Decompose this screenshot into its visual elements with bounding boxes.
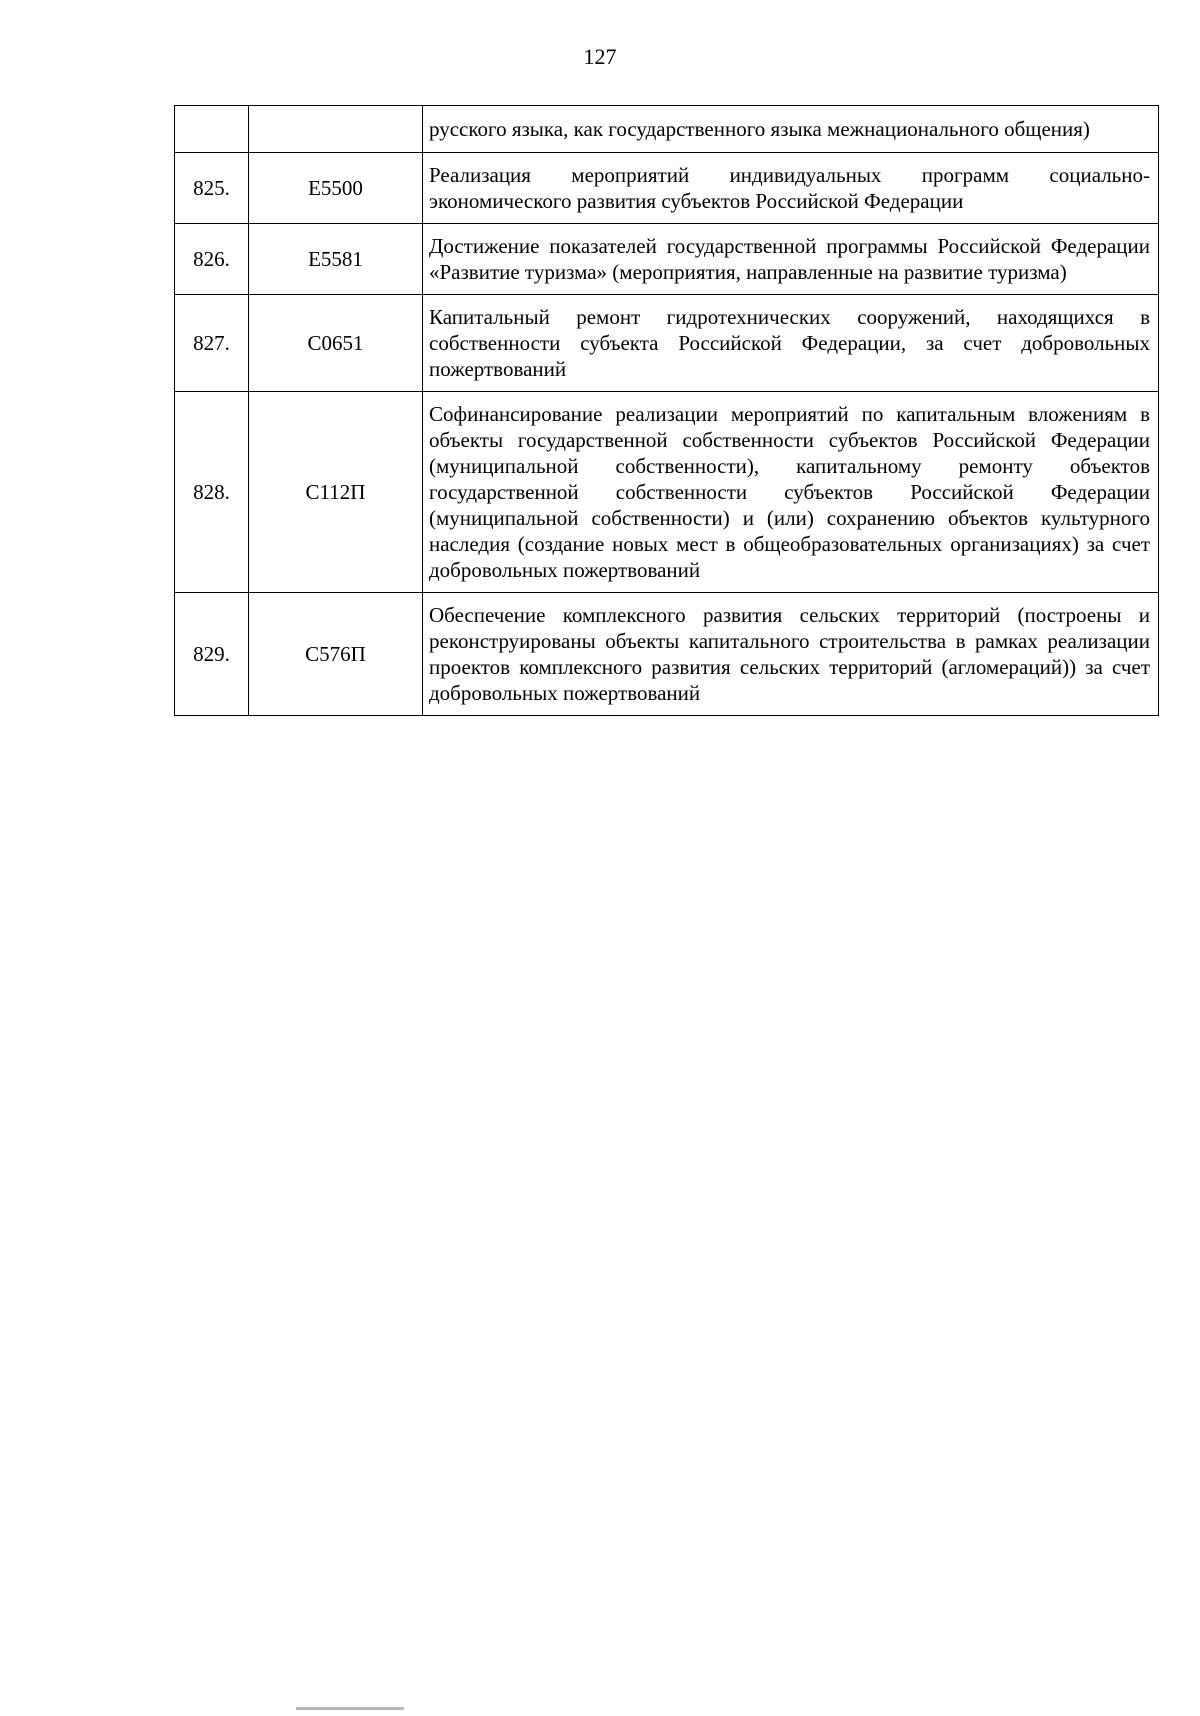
scan-artifact-line	[296, 1707, 404, 1710]
row-number	[175, 106, 249, 153]
table-row	[175, 153, 1159, 224]
row-number: 829.	[175, 593, 249, 716]
table-row	[175, 106, 1159, 153]
table-row	[175, 593, 1159, 716]
row-description: Капитальный ремонт гидротехнических сооружений, находящихся в собственности субъекта Российской Федерации, за счет добровольных пожертвований	[423, 295, 1159, 392]
budget-code-table	[174, 105, 1159, 716]
page-number: 127	[583, 44, 617, 69]
row-description: Софинансирование реализации мероприятий по капитальным вложениям в объекты государственной собственности субъектов Российской Федерации (муниципальной собственности), капитальному ремонту объектов государственной собственности субъектов Российской Федерации (муниципальной собственности) и (или) сохранению объектов культурного наследия (создание новых мест в общеобразовательных организациях) за счет добровольных пожертвований	[423, 392, 1159, 593]
row-number: 825.	[175, 153, 249, 224]
row-description: Реализация мероприятий индивидуальных программ социально-экономического развития субъектов Российской Федерации	[423, 153, 1159, 224]
row-number: 827.	[175, 295, 249, 392]
row-number: 826.	[175, 224, 249, 295]
row-code: Е5581	[249, 224, 423, 295]
row-description: Достижение показателей государственной программы Российской Федерации «Развитие туризма» (мероприятия, направленные на развитие туризма)	[423, 224, 1159, 295]
table-row	[175, 392, 1159, 593]
row-code: С576П	[249, 593, 423, 716]
row-description: русского языка, как государственного языка межнационального общения)	[423, 106, 1159, 153]
row-code	[249, 106, 423, 153]
row-code: Е5500	[249, 153, 423, 224]
row-code: С0651	[249, 295, 423, 392]
table-row	[175, 224, 1159, 295]
table-row	[175, 295, 1159, 392]
row-description: Обеспечение комплексного развития сельских территорий (построены и реконструированы объекты капитального строительства в рамках реализации проектов комплексного развития сельских территорий (агломераций)) за счет добровольных пожертвований	[423, 593, 1159, 716]
row-code: С112П	[249, 392, 423, 593]
row-number: 828.	[175, 392, 249, 593]
